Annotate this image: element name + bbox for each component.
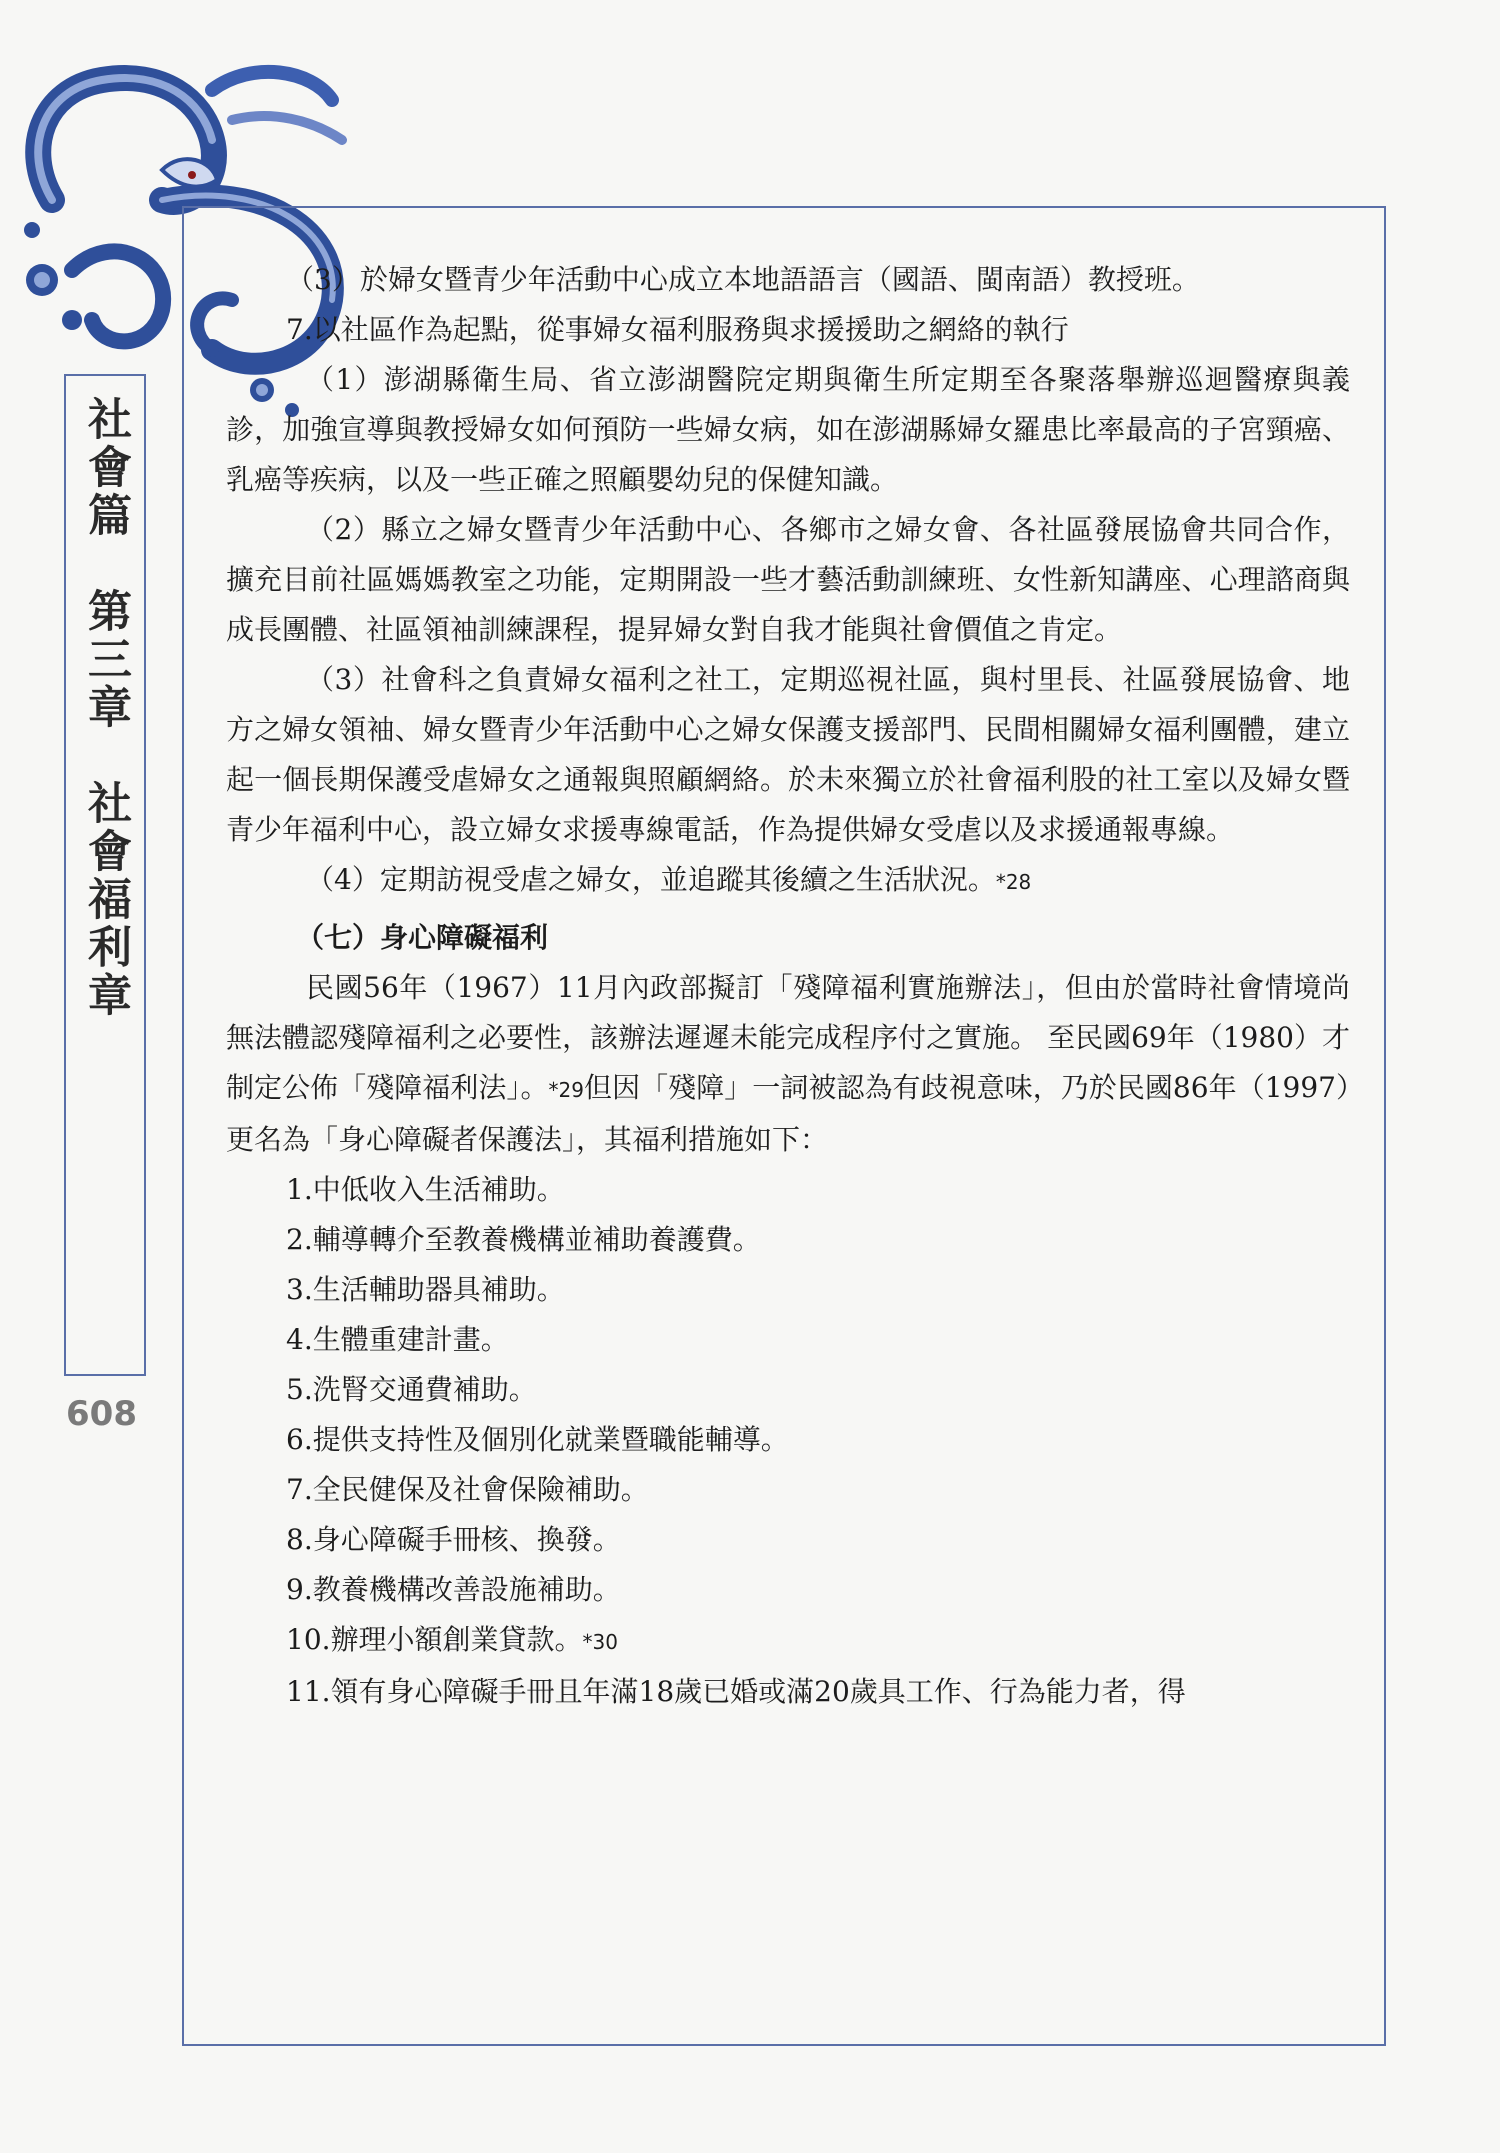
list-item: 2.輔導轉介至教養機構並補助養護費。: [286, 1223, 761, 1256]
list-item: 8.身心障礙手冊核、換發。: [286, 1523, 621, 1556]
paragraph: （1）澎湖縣衛生局、省立澎湖醫院定期與衛生所定期至各聚落舉辦巡迴醫療與義診，加強宣導與教授婦女如何預防一些婦女病，如在澎湖縣婦女羅患比率最高的子宮頸癌、乳癌等疾病，以及一些正確之照顧嬰幼兒的保健知識。: [226, 363, 1350, 496]
list-item: [226, 1615, 1350, 1667]
page-number: 608: [66, 1394, 137, 1434]
list-item: 4.生體重建計畫。: [286, 1323, 509, 1356]
list-item-text: 10.辦理小額創業貸款。: [286, 1623, 583, 1656]
section-heading: （七）身心障礙福利: [296, 921, 549, 954]
paragraph: （3）社會科之負責婦女福利之社工，定期巡視社區，與村里長、社區發展協會、地方之婦女領袖、婦女暨青少年活動中心之婦女保護支援部門、民間相關婦女福利團體，建立起一個長期保護受虐婦女之通報與照顧網絡。於未來獨立於社會福利股的社工室以及婦女暨青少年福利中心，設立婦女求援專線電話，作為提供婦女受虐以及求援通報專線。: [226, 663, 1350, 846]
paragraph: （2）縣立之婦女暨青少年活動中心、各鄉市之婦女會、各社區發展協會共同合作，擴充目前社區媽媽教室之功能，定期開設一些才藝活動訓練班、女性新知講座、心理諮商與成長團體、社區領袖訓練課程，提昇婦女對自我才能與社會價值之肯定。: [226, 513, 1350, 646]
paragraph-text: 民國56年（1967）11月內政部擬訂「殘障福利實施辦法」，但由於當時社會情境尚無法體認殘障福利之必要性，該辦法遲遲未能完成程序付之實施。 至民國69年（1980）才制定公佈「殘障福利法」。: [226, 971, 1350, 1104]
list-item: 1.中低收入生活補助。: [286, 1173, 565, 1206]
footnote-ref: *30: [582, 1630, 618, 1654]
paragraph: [226, 963, 1350, 1165]
paragraph-text: 但因「殘障」一詞被認為有歧視意味，乃於民國86年（1997）更名為「身心障礙者保護法」，其福利措施如下：: [226, 1071, 1350, 1156]
paragraph: 7.以社區作為起點，從事婦女福利服務與求援援助之網絡的執行: [286, 313, 1069, 346]
page-body: [226, 255, 1350, 1717]
footnote-ref: *28: [995, 870, 1032, 894]
paragraph: （3）於婦女暨青少年活動中心成立本地語語言（國語、閩南語）教授班。: [286, 263, 1200, 296]
list-item: 11.領有身心障礙手冊且年滿18歲已婚或滿20歲具工作、行為能力者，得: [286, 1675, 1186, 1708]
list-item: 7.全民健保及社會保險補助。: [286, 1473, 649, 1506]
chapter-title: 社會篇 第三章 社會福利章: [80, 396, 131, 1020]
footnote-ref: *29: [548, 1078, 584, 1102]
list-item: 5.洗腎交通費補助。: [286, 1373, 537, 1406]
list-item: 3.生活輔助器具補助。: [286, 1273, 565, 1306]
chapter-side-tab: [64, 374, 146, 1376]
list-item: 9.教養機構改善設施補助。: [286, 1573, 621, 1606]
paragraph-text: （4）定期訪視受虐之婦女，並追蹤其後續之生活狀況。: [306, 863, 996, 896]
list-item: 6.提供支持性及個別化就業暨職能輔導。: [286, 1423, 789, 1456]
paragraph: [226, 855, 1350, 907]
